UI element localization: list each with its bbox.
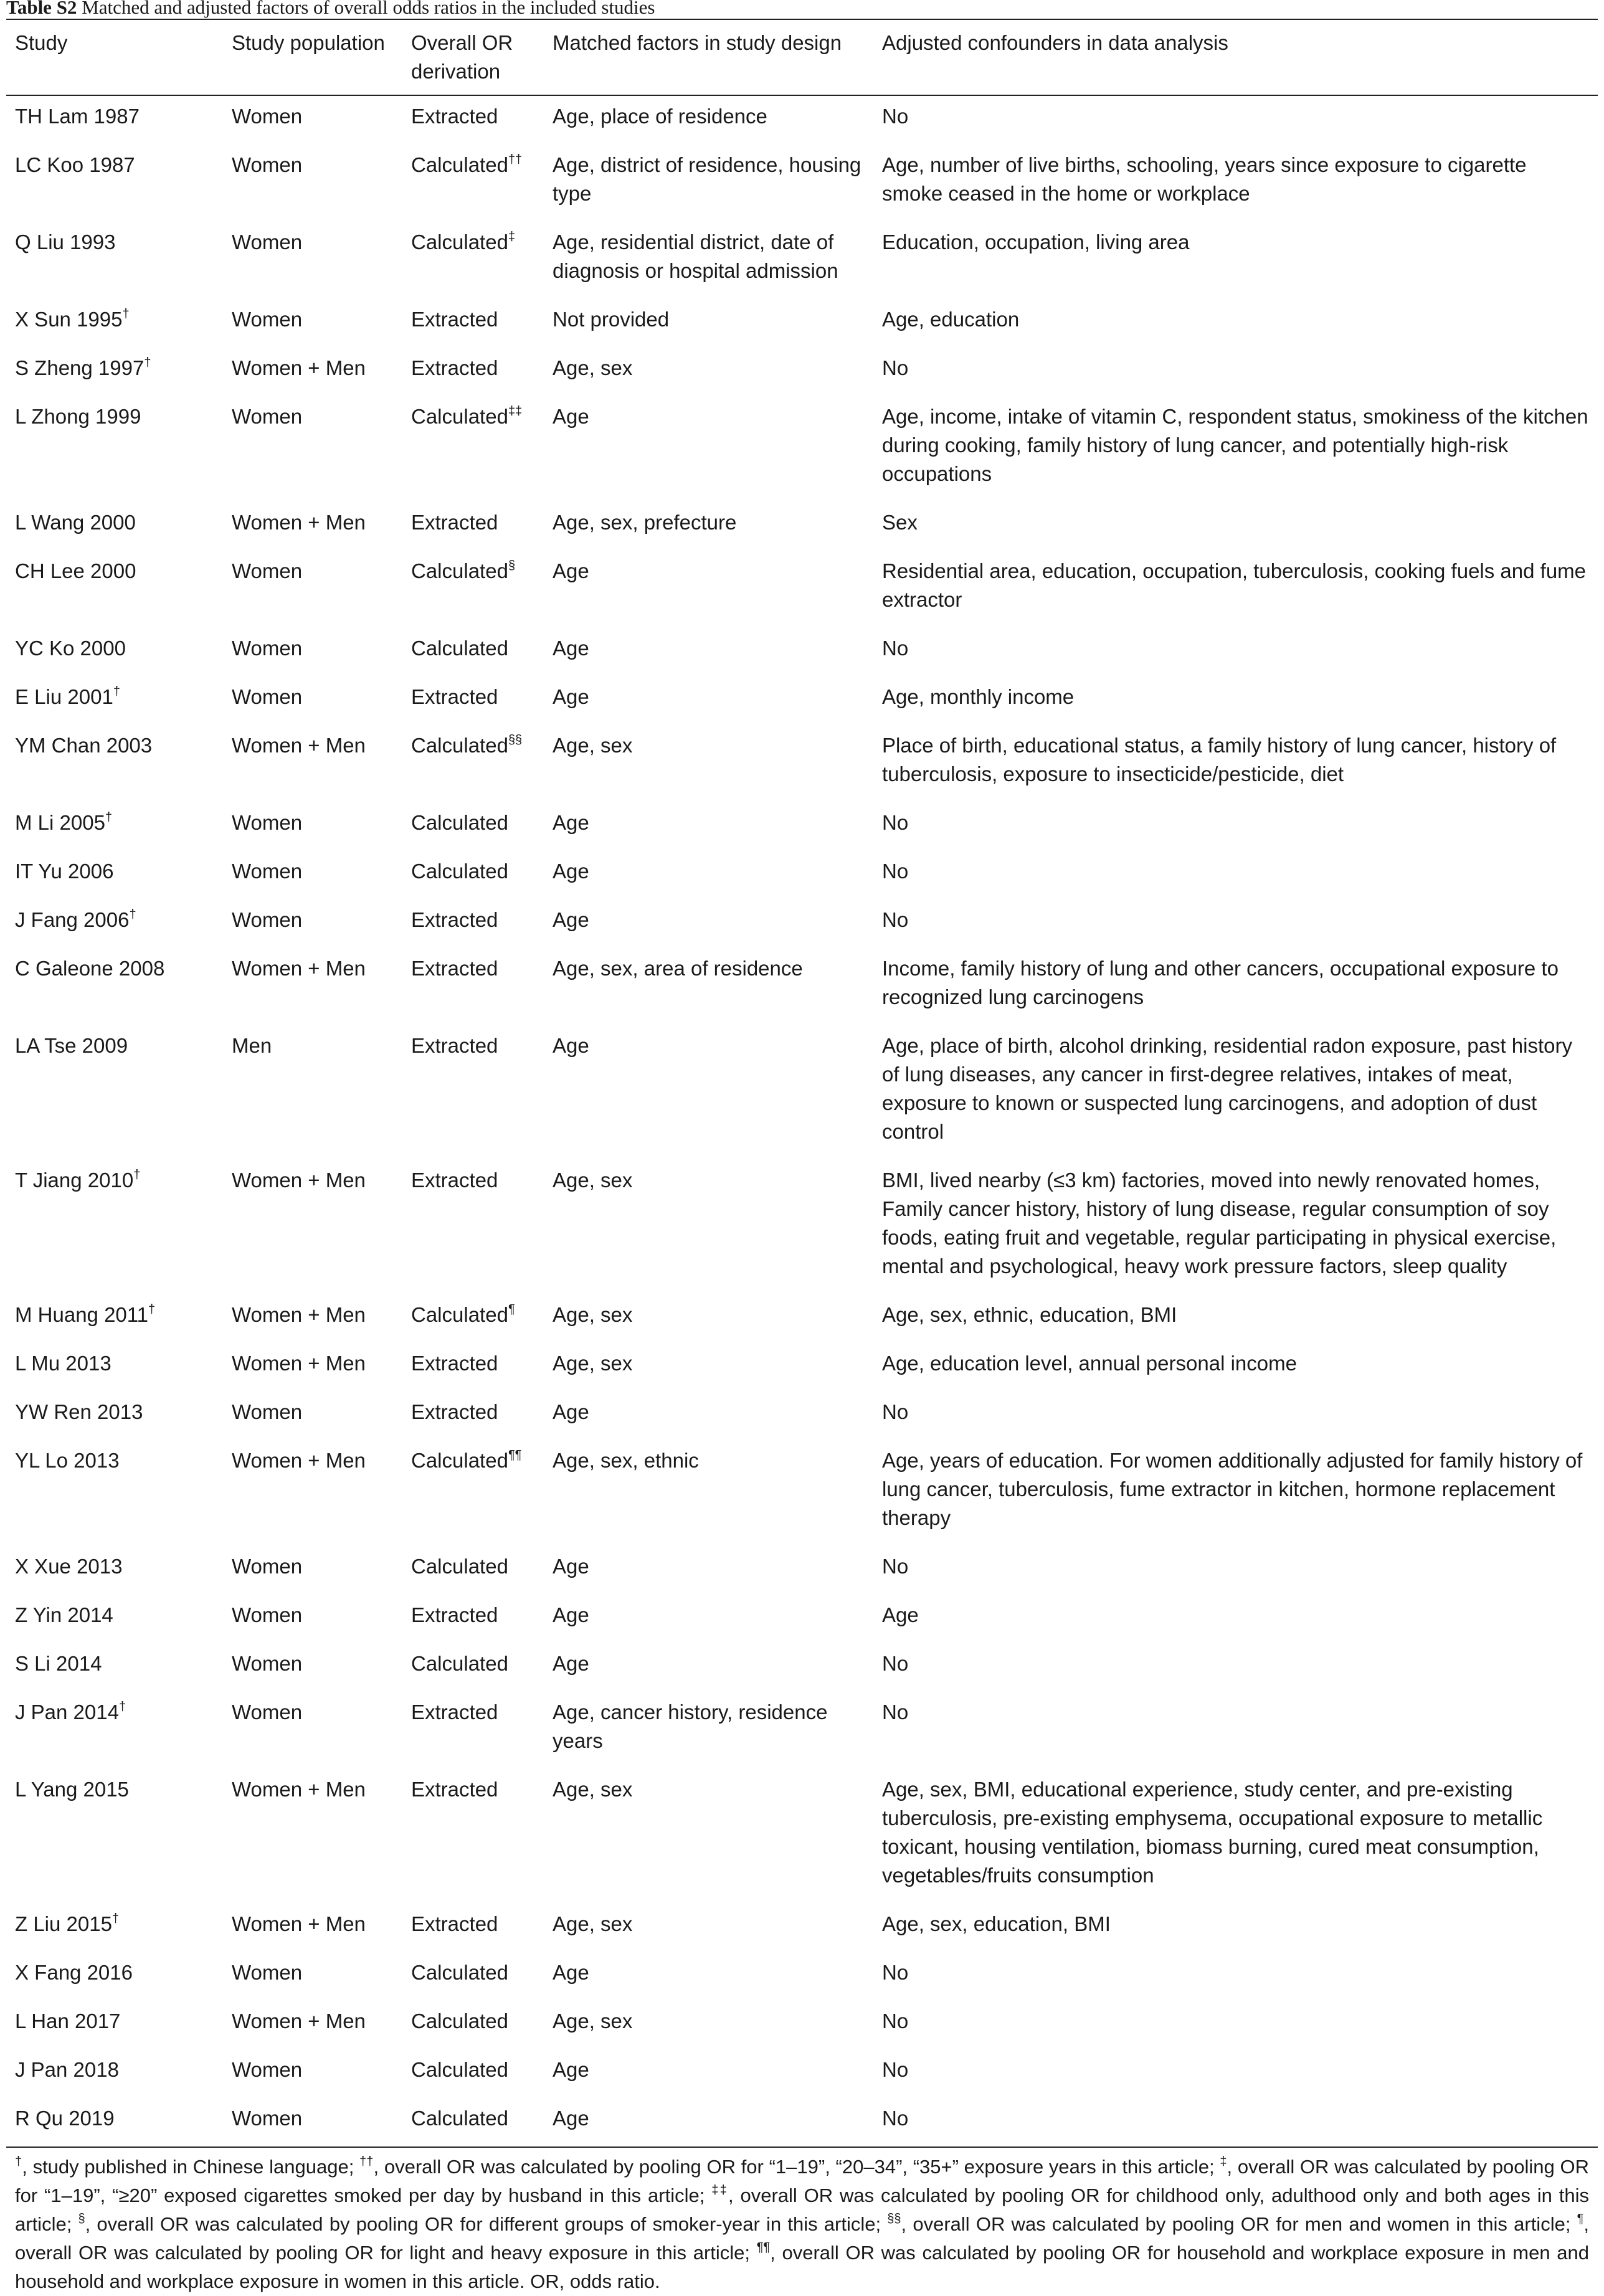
derivation-cell [402,502,544,551]
footnote-mark: † [15,2154,22,2168]
derivation-footnote-mark: ‡‡ [508,404,523,418]
study-cell [6,348,223,396]
study-cell [6,1392,223,1440]
study-cell [6,948,223,1025]
adjusted-confounders-cell: No [882,2009,909,2033]
derivation-footnote-mark: ¶ [508,1302,515,1316]
study-name: YM Chan 2003 [15,734,153,757]
study-cell [6,95,223,145]
matched-factors-cell: Age, sex [553,356,633,379]
derivation-cell [402,1769,544,1904]
population-cell: Women [232,1603,303,1626]
adjusted-confounders-cell: Age, education [882,308,1020,331]
study-name: LC Koo 1987 [15,153,135,176]
table-row [6,1294,1598,1343]
study-cell [6,1952,223,2001]
population-cell: Women + Men [232,511,366,534]
derivation-cell [402,899,544,948]
population-cell: Women + Men [232,2009,366,2033]
derivation-value: Calculated [411,2009,508,2033]
study-name: IT Yu 2006 [15,860,114,883]
population-cell: Women + Men [232,957,366,980]
derivation-cell [402,299,544,348]
derivation-value: Extracted [411,957,498,980]
derivation-cell [402,948,544,1025]
derivation-cell [402,2049,544,2098]
derivation-footnote-mark: ¶¶ [508,1448,522,1462]
study-cell [6,1643,223,1692]
derivation-value: Calculated [411,2058,508,2081]
footnote-mark: ¶ [1577,2211,1584,2226]
matched-factors-cell: Not provided [553,308,670,331]
matched-factors-cell: Age [553,559,589,582]
derivation-value: Calculated [411,1961,508,1984]
footnote-mark: ‡‡ [711,2183,728,2197]
header-adjusted: Adjusted confounders in data analysis [882,31,1228,54]
derivation-cell [402,628,544,676]
study-cell [6,299,223,348]
matched-factors-cell: Age, residential district, date of diagnosis or hospital admission [553,230,838,282]
derivation-value: Extracted [411,908,498,931]
study-footnote-mark: † [118,1700,126,1714]
matched-factors-cell: Age [553,1961,589,1984]
table-row [6,1546,1598,1595]
study-cell [6,145,223,222]
table-row [6,1904,1598,1952]
adjusted-confounders-cell: Age, income, intake of vitamin C, respondent status, smokiness of the kitchen during cooking, family history of lung cancer, and potentially high-risk occupations [882,405,1588,485]
footnote-mark: †† [359,2154,374,2168]
adjusted-confounders-cell: Income, family history of lung and other cancers, occupational exposure to recognized lung carcinogens [882,957,1559,1008]
population-cell: Women [232,908,303,931]
study-cell [6,551,223,628]
derivation-value: Calculated [411,1555,508,1578]
derivation-footnote-mark: §§ [508,733,523,747]
table-row [6,145,1598,222]
adjusted-confounders-cell: Age [882,1603,919,1626]
study-name: TH Lam 1987 [15,105,140,128]
population-cell: Women [232,105,303,128]
study-cell [6,1160,223,1294]
table-row [6,1440,1598,1546]
matched-factors-cell: Age [553,1034,589,1057]
matched-factors-cell: Age, district of residence, housing type [553,153,861,205]
matched-factors-cell: Age, sex, ethnic [553,1449,699,1472]
header-study: Study [15,31,68,54]
table-row [6,2098,1598,2147]
study-footnote-mark: † [105,810,113,824]
population-cell: Women + Men [232,1352,366,1375]
derivation-value: Calculated [411,1449,508,1472]
study-cell [6,628,223,676]
derivation-value: Calculated [411,153,508,176]
table-row [6,396,1598,502]
adjusted-confounders-cell: No [882,908,909,931]
derivation-value: Calculated [411,1652,508,1675]
matched-factors-cell: Age, sex [553,2009,633,2033]
adjusted-confounders-cell: No [882,1652,909,1675]
derivation-cell [402,1692,544,1769]
matched-factors-cell: Age [553,860,589,883]
study-footnote-mark: † [129,908,136,921]
study-cell [6,899,223,948]
population-cell: Women [232,153,303,176]
derivation-cell [402,348,544,396]
footnote-mark: §§ [887,2211,901,2226]
derivation-value: Extracted [411,1701,498,1724]
matched-factors-cell: Age [553,685,589,708]
footnote-text: , overall OR was calculated by pooling OR for childhood only, adulthood only and both ages in this article; [15,2185,1589,2235]
derivation-cell [402,1643,544,1692]
table-row [6,628,1598,676]
study-cell [6,851,223,899]
adjusted-confounders-cell: No [882,2107,909,2130]
derivation-cell [402,2098,544,2147]
footnote-text: , study published in Chinese language; [22,2156,360,2178]
header-derivation [402,19,544,95]
study-name: T Jiang 2010 [15,1169,134,1192]
derivation-value: Extracted [411,511,498,534]
table-row [6,899,1598,948]
adjusted-confounders-cell: Age, number of live births, schooling, years since exposure to cigarette smoke ceased in the home or workplace [882,153,1527,205]
header-derivation-line1: Overall OR [411,31,513,54]
population-cell: Women [232,2107,303,2130]
matched-factors-cell: Age [553,1555,589,1578]
adjusted-confounders-cell: No [882,2058,909,2081]
derivation-value: Calculated [411,734,508,757]
derivation-value: Extracted [411,1352,498,1375]
study-cell [6,2001,223,2049]
study-name: J Pan 2018 [15,2058,119,2081]
footnote-text: , overall OR was calculated by pooling OR for light and heavy exposure in this article; [15,2213,1590,2264]
study-footnote-mark: † [112,1912,120,1925]
derivation-value: Extracted [411,1778,498,1801]
study-cell [6,2049,223,2098]
matched-factors-cell: Age, sex [553,1169,633,1192]
matched-factors-cell: Age [553,2107,589,2130]
adjusted-confounders-cell: No [882,637,909,660]
study-name: M Huang 2011 [15,1303,149,1326]
adjusted-confounders-cell: No [882,105,909,128]
population-cell: Women + Men [232,1169,366,1192]
derivation-value: Extracted [411,308,498,331]
derivation-cell [402,1440,544,1546]
matched-factors-cell: Age, sex, area of residence [553,957,803,980]
footnote-text: , overall OR was calculated by pooling OR for men and women in this article; [901,2213,1577,2235]
matched-factors-cell: Age, place of residence [553,105,767,128]
population-cell: Men [232,1034,272,1057]
footnote-text: , overall OR was calculated by pooling OR for “1–19”, “≥20” exposed cigarettes smoked per day by husband in this article; [15,2156,1589,2206]
derivation-value: Extracted [411,1169,498,1192]
study-cell [6,725,223,802]
derivation-footnote-mark: § [508,559,516,572]
derivation-cell [402,145,544,222]
table-row [6,948,1598,1025]
table-row [6,1692,1598,1769]
table-row [6,851,1598,899]
study-cell [6,2098,223,2147]
study-cell [6,1904,223,1952]
population-cell: Women + Men [232,356,366,379]
matched-factors-cell: Age [553,2058,589,2081]
derivation-value: Extracted [411,685,498,708]
population-cell: Women [232,1555,303,1578]
header-population: Study population [232,31,385,54]
study-name: E Liu 2001 [15,685,113,708]
table-row [6,1392,1598,1440]
study-name: M Li 2005 [15,811,105,834]
adjusted-confounders-cell: Age, place of birth, alcohol drinking, residential radon exposure, past history of lung diseases, any cancer in first-degree relatives, intakes of meat, exposure to known or suspected lung carcinogens, and adoption of dust control [882,1034,1572,1143]
study-name: X Sun 1995 [15,308,123,331]
derivation-value: Calculated [411,405,508,428]
header-matched: Matched factors in study design [553,31,842,54]
study-footnote-mark: † [144,356,151,369]
derivation-cell [402,551,544,628]
study-cell [6,802,223,851]
table-row [6,551,1598,628]
adjusted-confounders-cell: No [882,356,909,379]
derivation-cell [402,802,544,851]
header-derivation-line2: derivation [411,60,501,83]
matched-factors-cell: Age, cancer history, residence years [553,1701,828,1752]
matched-factors-cell: Age [553,405,589,428]
table-row [6,1952,1598,2001]
study-name: J Pan 2014 [15,1701,119,1724]
study-cell [6,1294,223,1343]
adjusted-confounders-cell: Residential area, education, occupation, tuberculosis, cooking fuels and fume extractor [882,559,1587,611]
study-name: YC Ko 2000 [15,637,126,660]
population-cell: Women [232,811,303,834]
population-cell: Women [232,1961,303,1984]
study-name: J Fang 2006 [15,908,130,931]
population-cell: Women [232,2058,303,2081]
adjusted-confounders-cell: BMI, lived nearby (≤3 km) factories, moved into newly renovated homes, Family cancer history, history of lung disease, regular consumption of soy foods, eating fruit and vegetable, regular participating in physical exercise, mental and psychological, heavy work pressure factors, sleep quality [882,1169,1557,1278]
matched-factors-cell: Age, sex [553,1352,633,1375]
derivation-value: Extracted [411,1034,498,1057]
matched-factors-cell: Age, sex, prefecture [553,511,737,534]
study-name: C Galeone 2008 [15,957,165,980]
study-name: Z Yin 2014 [15,1603,113,1626]
matched-factors-cell: Age [553,908,589,931]
population-cell: Women [232,559,303,582]
studies-table [6,19,1598,2148]
footnote-mark: ‡ [1220,2154,1227,2168]
study-cell [6,1546,223,1595]
derivation-cell [402,851,544,899]
footnote-text: , overall OR was calculated by pooling OR for household and workplace exposure in men and household and workplace exposure in women in this article. OR, odds ratio. [15,2242,1589,2292]
population-cell: Women + Men [232,1778,366,1801]
table-body [6,95,1598,2147]
derivation-value: Extracted [411,105,498,128]
derivation-cell [402,1025,544,1160]
matched-factors-cell: Age [553,1652,589,1675]
table-label: Table S2 [6,0,77,18]
header-row [6,19,1598,95]
population-cell: Women [232,230,303,254]
derivation-value: Calculated [411,2107,508,2130]
derivation-footnote-mark: ‡ [508,230,516,244]
table-caption-text: Matched and adjusted factors of overall odds ratios in the included studies [77,0,655,18]
derivation-cell [402,1294,544,1343]
population-cell: Women + Men [232,1912,366,1935]
population-cell: Women [232,685,303,708]
table-row [6,222,1598,299]
population-cell: Women + Men [232,1449,366,1472]
derivation-cell [402,676,544,725]
study-name: CH Lee 2000 [15,559,136,582]
population-cell: Women [232,860,303,883]
population-cell: Women [232,1652,303,1675]
study-cell [6,1025,223,1160]
adjusted-confounders-cell: Age, monthly income [882,685,1075,708]
study-name: X Xue 2013 [15,1555,123,1578]
study-name: L Han 2017 [15,2009,121,2033]
footnote-text: , overall OR was calculated by pooling OR for different groups of smoker-year in this article; [85,2213,888,2235]
derivation-cell [402,1546,544,1595]
derivation-cell [402,396,544,502]
adjusted-confounders-cell: No [882,1701,909,1724]
adjusted-confounders-cell: No [882,811,909,834]
study-name: S Zheng 1997 [15,356,145,379]
study-name: R Qu 2019 [15,2107,115,2130]
population-cell: Women + Men [232,734,366,757]
study-cell [6,502,223,551]
table-row [6,802,1598,851]
footnote-text: , overall OR was calculated by pooling OR for “1–19”, “20–34”, “35+” exposure years in this article; [373,2156,1220,2178]
adjusted-confounders-cell: Sex [882,511,918,534]
derivation-value: Calculated [411,637,508,660]
matched-factors-cell: Age [553,811,589,834]
table-row [6,1595,1598,1643]
study-name: YW Ren 2013 [15,1400,143,1423]
study-name: Z Liu 2015 [15,1912,112,1935]
derivation-value: Extracted [411,1400,498,1423]
table-row [6,2049,1598,2098]
table-row [6,348,1598,396]
table-row [6,502,1598,551]
matched-factors-cell: Age [553,637,589,660]
study-footnote-mark: † [133,1168,141,1182]
matched-factors-cell: Age, sex [553,734,633,757]
derivation-cell [402,222,544,299]
derivation-cell [402,1952,544,2001]
derivation-cell [402,2001,544,2049]
matched-factors-cell: Age, sex [553,1303,633,1326]
adjusted-confounders-cell: No [882,1400,909,1423]
table-row [6,1025,1598,1160]
study-name: YL Lo 2013 [15,1449,120,1472]
derivation-footnote-mark: †† [508,153,523,166]
population-cell: Women [232,405,303,428]
adjusted-confounders-cell: Place of birth, educational status, a family history of lung cancer, history of tuberculosis, exposure to insecticide/pesticide, diet [882,734,1557,785]
study-name: Q Liu 1993 [15,230,116,254]
adjusted-confounders-cell: Age, sex, ethnic, education, BMI [882,1303,1177,1326]
derivation-cell [402,1160,544,1294]
study-cell [6,1343,223,1392]
derivation-cell [402,1595,544,1643]
study-name: L Mu 2013 [15,1352,112,1375]
population-cell: Women [232,1701,303,1724]
matched-factors-cell: Age [553,1603,589,1626]
study-name: S Li 2014 [15,1652,102,1675]
table-row [6,1343,1598,1392]
matched-factors-cell: Age, sex [553,1778,633,1801]
study-footnote-mark: † [113,685,120,698]
derivation-value: Extracted [411,356,498,379]
adjusted-confounders-cell: Age, years of education. For women additionally adjusted for family history of lung cancer, tuberculosis, fume extractor in kitchen, hormone replacement therapy [882,1449,1583,1529]
derivation-value: Extracted [411,1912,498,1935]
table-footnote [6,2148,1598,2296]
study-cell [6,1440,223,1546]
population-cell: Women [232,1400,303,1423]
study-cell [6,1692,223,1769]
derivation-value: Calculated [411,811,508,834]
derivation-value: Calculated [411,559,508,582]
adjusted-confounders-cell: Age, education level, annual personal income [882,1352,1297,1375]
derivation-cell [402,725,544,802]
footnote-mark: § [78,2211,85,2226]
table-row [6,1769,1598,1904]
derivation-value: Calculated [411,860,508,883]
study-cell [6,222,223,299]
study-cell [6,1769,223,1904]
study-cell [6,396,223,502]
adjusted-confounders-cell: No [882,1961,909,1984]
derivation-value: Calculated [411,230,508,254]
adjusted-confounders-cell: Age, sex, education, BMI [882,1912,1111,1935]
population-cell: Women [232,308,303,331]
derivation-cell [402,1392,544,1440]
table-row [6,1160,1598,1294]
adjusted-confounders-cell: No [882,1555,909,1578]
adjusted-confounders-cell: Education, occupation, living area [882,230,1190,254]
matched-factors-cell: Age, sex [553,1912,633,1935]
derivation-cell [402,1343,544,1392]
study-footnote-mark: † [122,307,130,321]
population-cell: Women [232,637,303,660]
study-name: LA Tse 2009 [15,1034,128,1057]
study-name: L Yang 2015 [15,1778,129,1801]
table-row [6,299,1598,348]
adjusted-confounders-cell: No [882,860,909,883]
table-caption [6,0,1598,19]
adjusted-confounders-cell: Age, sex, BMI, educational experience, study center, and pre-existing tuberculosis, pre-existing emphysema, occupational exposure to metallic toxicant, housing ventilation, biomass burning, cured meat consumption, vegetables/fruits consumption [882,1778,1543,1887]
derivation-value: Calculated [411,1303,508,1326]
study-footnote-mark: † [148,1302,156,1316]
derivation-cell [402,95,544,145]
matched-factors-cell: Age [553,1400,589,1423]
derivation-cell [402,1904,544,1952]
study-cell [6,676,223,725]
table-row [6,725,1598,802]
footnote-mark: ¶¶ [756,2240,771,2254]
derivation-value: Extracted [411,1603,498,1626]
study-name: L Zhong 1999 [15,405,141,428]
table-row [6,95,1598,145]
population-cell: Women + Men [232,1303,366,1326]
study-name: L Wang 2000 [15,511,136,534]
study-cell [6,1595,223,1643]
table-row [6,676,1598,725]
study-name: X Fang 2016 [15,1961,133,1984]
table-row [6,1643,1598,1692]
table-row [6,2001,1598,2049]
